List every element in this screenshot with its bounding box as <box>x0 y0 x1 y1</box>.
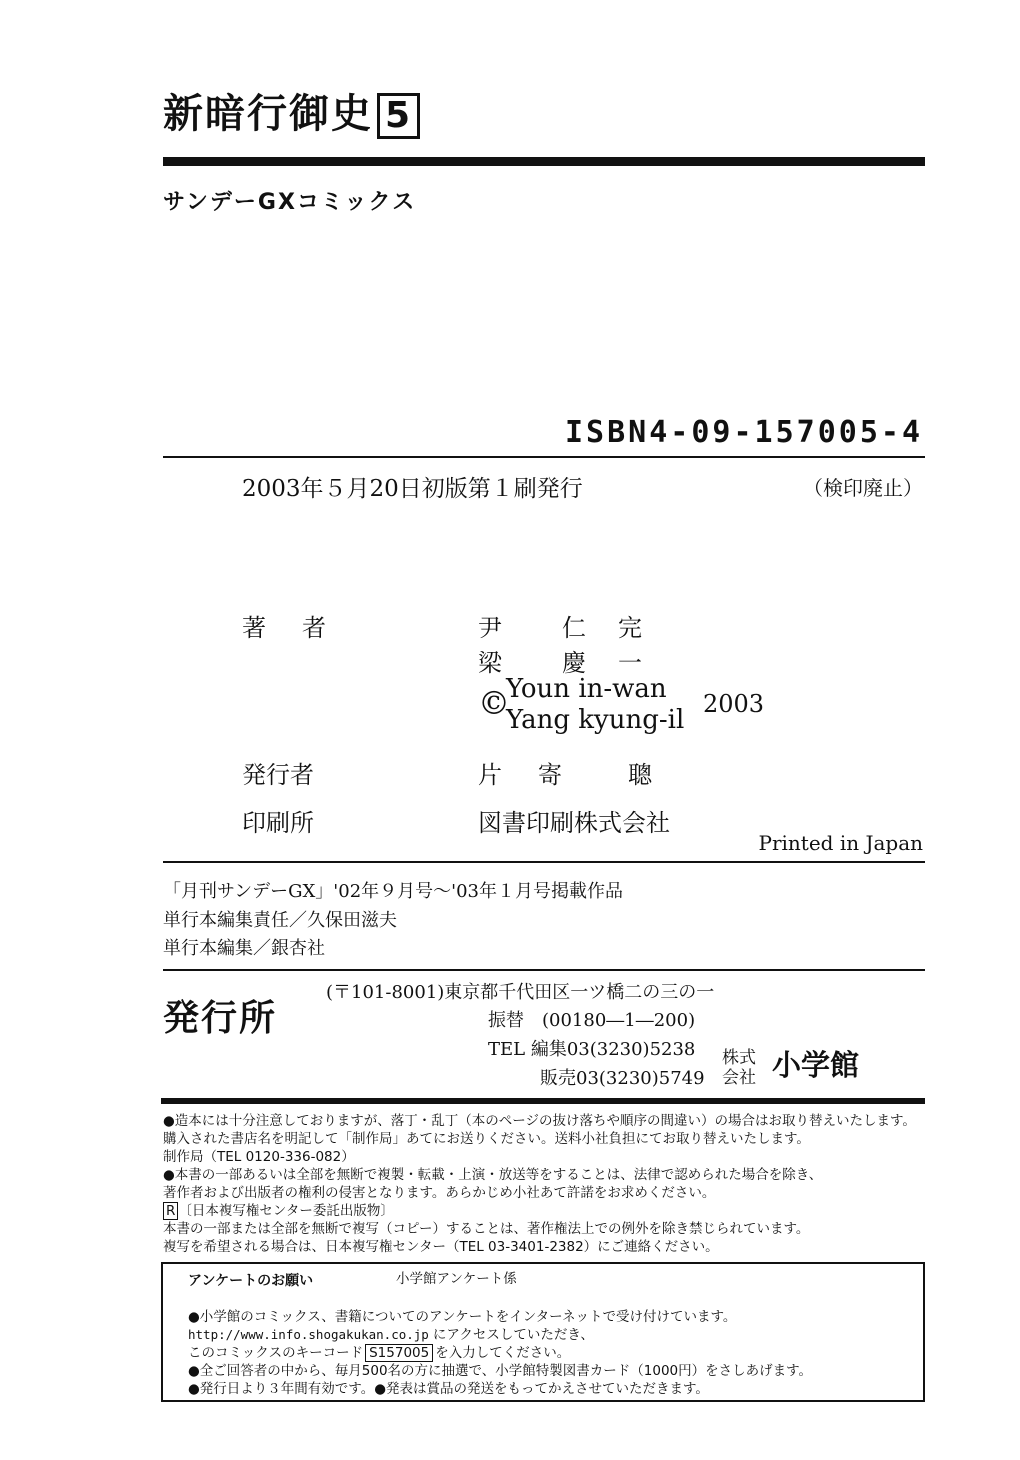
questionnaire-key-line <box>188 1344 570 1362</box>
key-prefix: このコミックスのキーコード <box>188 1345 364 1361</box>
questionnaire-url[interactable]: http://www.info.shogakukan.co.jp <box>188 1327 429 1342</box>
notice-rule <box>161 1098 925 1104</box>
questionnaire-line-4: ●全ご回答者の中から、毎月500名の方に抽選で、小学館特製図書カード（1000円）をさしあげます。 <box>188 1363 813 1379</box>
series-name: サンデーGXコミックス <box>163 190 417 215</box>
serialization-info: 「月刊サンデーGX」'02年９月号～'03年１月号掲載作品 <box>163 881 623 902</box>
copyright-symbol: © <box>478 684 510 722</box>
serialization-rule <box>163 969 925 971</box>
printed-in-japan: Printed in Japan <box>758 831 923 855</box>
questionnaire-url-suffix: にアクセスしていただき、 <box>432 1327 594 1343</box>
first-printing-date: 2003年５月20日初版第１刷発行 <box>242 476 583 502</box>
author-name-2: 梁 慶 一 <box>478 649 646 677</box>
key-suffix: を入力してください。 <box>435 1345 571 1361</box>
credits-rule <box>163 861 925 863</box>
jrrc-label: 〔日本複写権センター委託出版物〕 <box>178 1203 394 1219</box>
questionnaire-title: アンケートのお願い <box>188 1273 314 1289</box>
publisher-person-label: 発行者 <box>242 761 314 789</box>
book-title <box>163 82 420 139</box>
volume-editing: 単行本編集／銀杏社 <box>163 938 325 959</box>
questionnaire-url-line <box>188 1326 594 1344</box>
roman-name-1: Youn in-wan <box>506 674 667 704</box>
isbn: ISBN4-09-157005-4 <box>564 415 923 450</box>
questionnaire-line-1: ●小学館のコミックス、書籍についてのアンケートをインターネットで受け付けています。 <box>188 1309 737 1325</box>
seal-abolished-note: （検印廃止） <box>803 476 923 500</box>
notice-line-4: ●本書の一部あるいは全部を無断で複製・転載・上演・放送等をすることは、法律で認められた場合を除き、 <box>163 1167 823 1183</box>
notice-line-2: 購入された書店名を明記して「制作局」あてにお送りください。送料小社負担にてお取り替えいたします。 <box>163 1131 810 1147</box>
publisher-person-name: 片 寄 聰 <box>478 761 658 789</box>
printer-label: 印刷所 <box>242 809 314 837</box>
printer-name: 図書印刷株式会社 <box>478 809 670 837</box>
volume-editor: 単行本編集責任／久保田滋夫 <box>163 910 397 931</box>
kabushiki-bottom: 会社 <box>722 1068 756 1088</box>
publisher-address: (〒101-8001)東京都千代田区一ツ橋二の三の一 <box>326 982 715 1003</box>
header-rule <box>163 157 925 166</box>
notice-line-1: ●造本には十分注意しておりますが、落丁・乱丁（本のページの抜け落ちや順序の間違い）の場合はお取り替えいたします。 <box>163 1113 916 1129</box>
notice-line-3: 制作局（TEL 0120-336-082） <box>163 1149 355 1165</box>
questionnaire-line-5: ●発行日より３年間有効です。●発表は賞品の発送をもってかえさせていただきます。 <box>188 1381 709 1397</box>
publisher-furikae: 振替 (00180―1―200) <box>488 1010 696 1031</box>
publisher-tel-editorial: TEL 編集03(3230)5238 <box>488 1039 696 1060</box>
publisher-label: 発行所 <box>163 998 278 1039</box>
company-name: 小学館 <box>772 1048 860 1082</box>
title-text: 新暗行御史 <box>163 91 373 137</box>
questionnaire-dept: 小学館アンケート係 <box>396 1271 517 1287</box>
author-name-1: 尹 仁 完 <box>478 614 646 642</box>
roman-name-2: Yang kyung-il <box>506 705 685 735</box>
isbn-rule <box>163 456 925 458</box>
author-label: 著 者 <box>242 614 332 642</box>
publisher-tel-sales: 販売03(3230)5749 <box>540 1068 705 1089</box>
notice-line-6: 本書の一部または全部を無断で複写（コピー）することは、著作権法上での例外を除き禁じられています。 <box>163 1221 810 1237</box>
key-code: S157005 <box>365 1344 433 1362</box>
notice-line-5: 著作者および出版者の権利の侵害となります。あらかじめ小社あて許諾をお求めください。 <box>163 1185 716 1201</box>
notice-line-7: 複写を希望される場合は、日本複写権センター（TEL 03-3401-2382）にご連絡ください。 <box>163 1239 719 1255</box>
jrrc-notice <box>163 1202 394 1220</box>
kabushiki-top: 株式 <box>722 1048 756 1068</box>
r-mark: R <box>163 1202 178 1220</box>
copyright-year: 2003 <box>703 690 765 718</box>
volume-number: 5 <box>377 93 420 139</box>
